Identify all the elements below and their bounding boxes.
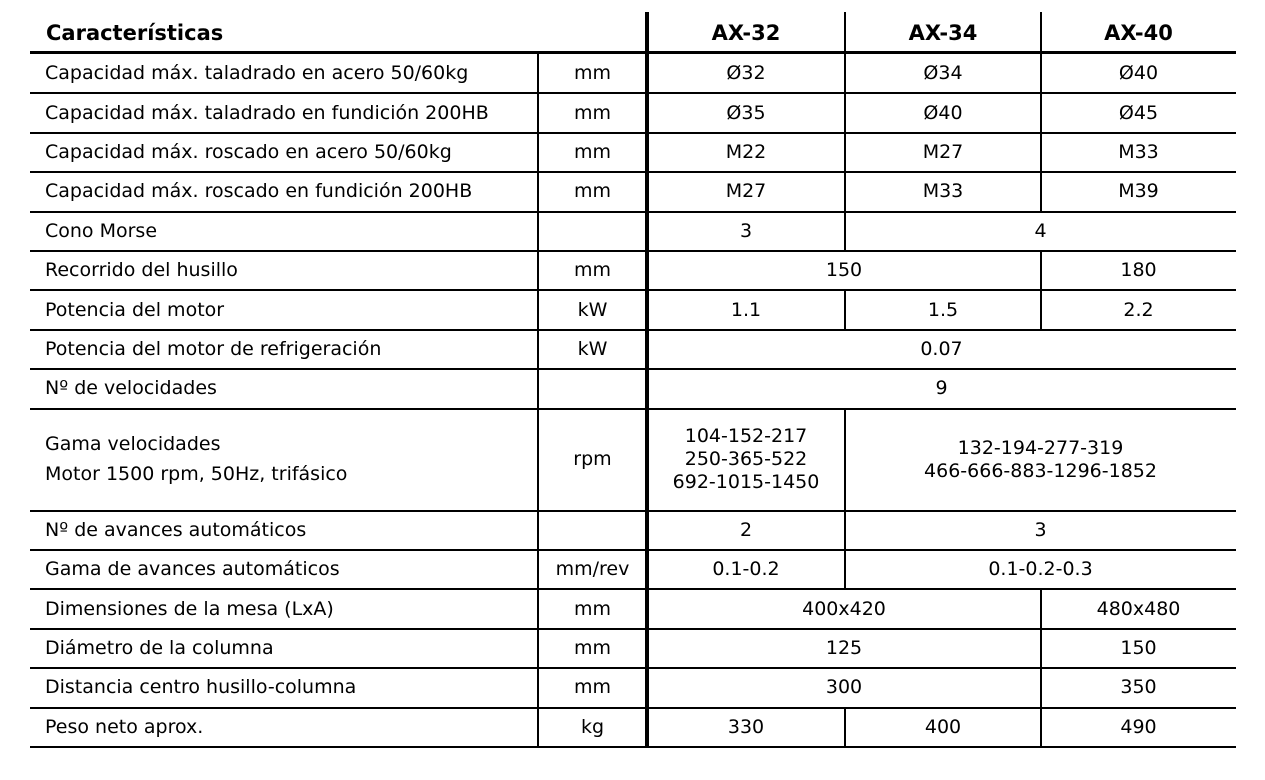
value-cell: 350	[1120, 676, 1157, 699]
value-cell: Ø32	[726, 62, 766, 85]
row-unit: mm	[573, 101, 612, 124]
row-label: Capacidad máx. roscado en fundición 200HB	[45, 180, 473, 203]
value-cell-line: 132-194-277-319	[957, 436, 1124, 459]
table-title: Características	[46, 20, 224, 45]
value-cell-line: 466-666-883-1296-1852	[924, 459, 1157, 482]
value-cell: M33	[922, 180, 964, 203]
model-header: AX-40	[1104, 20, 1173, 45]
value-cell: 180	[1120, 259, 1157, 282]
row-unit: mm	[573, 180, 612, 203]
value-cell: 9	[935, 377, 948, 400]
value-cell-line: 250-365-522	[684, 448, 808, 471]
value-cell: 3	[739, 219, 753, 242]
row-label: Potencia del motor de refrigeración	[45, 337, 382, 360]
row-label-line: Motor 1500 rpm, 50Hz, trifásico	[45, 463, 348, 486]
row-label: Recorrido del husillo	[45, 259, 238, 282]
value-cell: 2.2	[1123, 298, 1154, 321]
row-unit: mm	[573, 140, 612, 163]
value-cell: 1.5	[927, 298, 959, 321]
value-cell: 150	[1120, 636, 1157, 659]
value-cell: 0.1-0.2	[712, 558, 780, 581]
row-label: Potencia del motor	[45, 298, 225, 321]
value-cell: 0.07	[920, 337, 963, 360]
row-unit: mm	[573, 597, 612, 620]
row-unit: mm	[573, 636, 612, 659]
row-unit: kW	[577, 337, 608, 360]
row-label: Peso neto aprox.	[45, 715, 204, 738]
row-label: Dimensiones de la mesa (LxA)	[45, 597, 334, 620]
header-separator	[844, 12, 846, 54]
row-label	[45, 409, 538, 511]
value-cell: 0.1-0.2-0.3	[988, 558, 1093, 581]
value-cell: M27	[922, 140, 964, 163]
value-cell: 150	[825, 259, 863, 282]
row-unit: kg	[580, 715, 605, 738]
value-cell: 300	[825, 676, 863, 699]
value-cell: 3	[1034, 518, 1047, 541]
row-unit	[538, 369, 647, 408]
header-separator	[1040, 12, 1042, 54]
value-cell: M33	[1118, 140, 1159, 163]
row-label-line: Gama velocidades	[45, 433, 221, 456]
row-unit: kW	[577, 298, 608, 321]
value-cell-line: 692-1015-1450	[672, 471, 820, 494]
value-cell: Ø34	[923, 62, 963, 85]
spec-table	[30, 12, 1236, 754]
row-unit: rpm	[573, 448, 612, 471]
row-label: Cono Morse	[45, 219, 158, 242]
row-label: Distancia centro husillo-columna	[45, 676, 357, 699]
value-cell: M27	[725, 180, 767, 203]
row-label: Gama de avances automáticos	[45, 558, 340, 581]
value-cell: 480x480	[1096, 597, 1181, 620]
value-cell: 125	[825, 636, 863, 659]
row-unit: mm	[573, 259, 612, 282]
unit-column-divider	[537, 54, 539, 747]
value-cell: M39	[1118, 180, 1159, 203]
value-cell: 4	[1034, 219, 1047, 242]
value-cell: Ø45	[1118, 101, 1159, 124]
value-cell: 1.1	[730, 298, 762, 321]
data-column-divider	[645, 12, 649, 747]
row-label: Diámetro de la columna	[45, 636, 274, 659]
value-cell	[845, 409, 1236, 511]
value-cell: 2	[739, 518, 753, 541]
value-cell-line: 104-152-217	[684, 425, 808, 448]
model-header: AX-34	[908, 20, 978, 45]
value-cell	[647, 409, 845, 511]
model-header: AX-32	[711, 20, 781, 45]
value-cell: Ø35	[726, 101, 766, 124]
row-unit	[538, 212, 647, 251]
value-cell: 330	[727, 715, 765, 738]
value-cell: M22	[725, 140, 767, 163]
row-unit: mm/rev	[555, 558, 630, 581]
value-cell: Ø40	[923, 101, 963, 124]
value-cell: 490	[1120, 715, 1157, 738]
row-label: Capacidad máx. roscado en acero 50/60kg	[45, 140, 452, 163]
row-label: Capacidad máx. taladrado en fundición 200HB	[45, 101, 489, 124]
value-cell: 400	[924, 715, 962, 738]
row-unit: mm	[573, 676, 612, 699]
value-cell: 400x420	[802, 597, 886, 620]
row-unit	[538, 511, 647, 550]
row-label: Nº de avances automáticos	[45, 518, 307, 541]
value-cell: Ø40	[1118, 62, 1159, 85]
row-unit: mm	[573, 62, 612, 85]
row-label: Capacidad máx. taladrado en acero 50/60kg	[45, 62, 469, 85]
row-label: Nº de velocidades	[45, 377, 217, 400]
row-rule	[30, 746, 1236, 748]
